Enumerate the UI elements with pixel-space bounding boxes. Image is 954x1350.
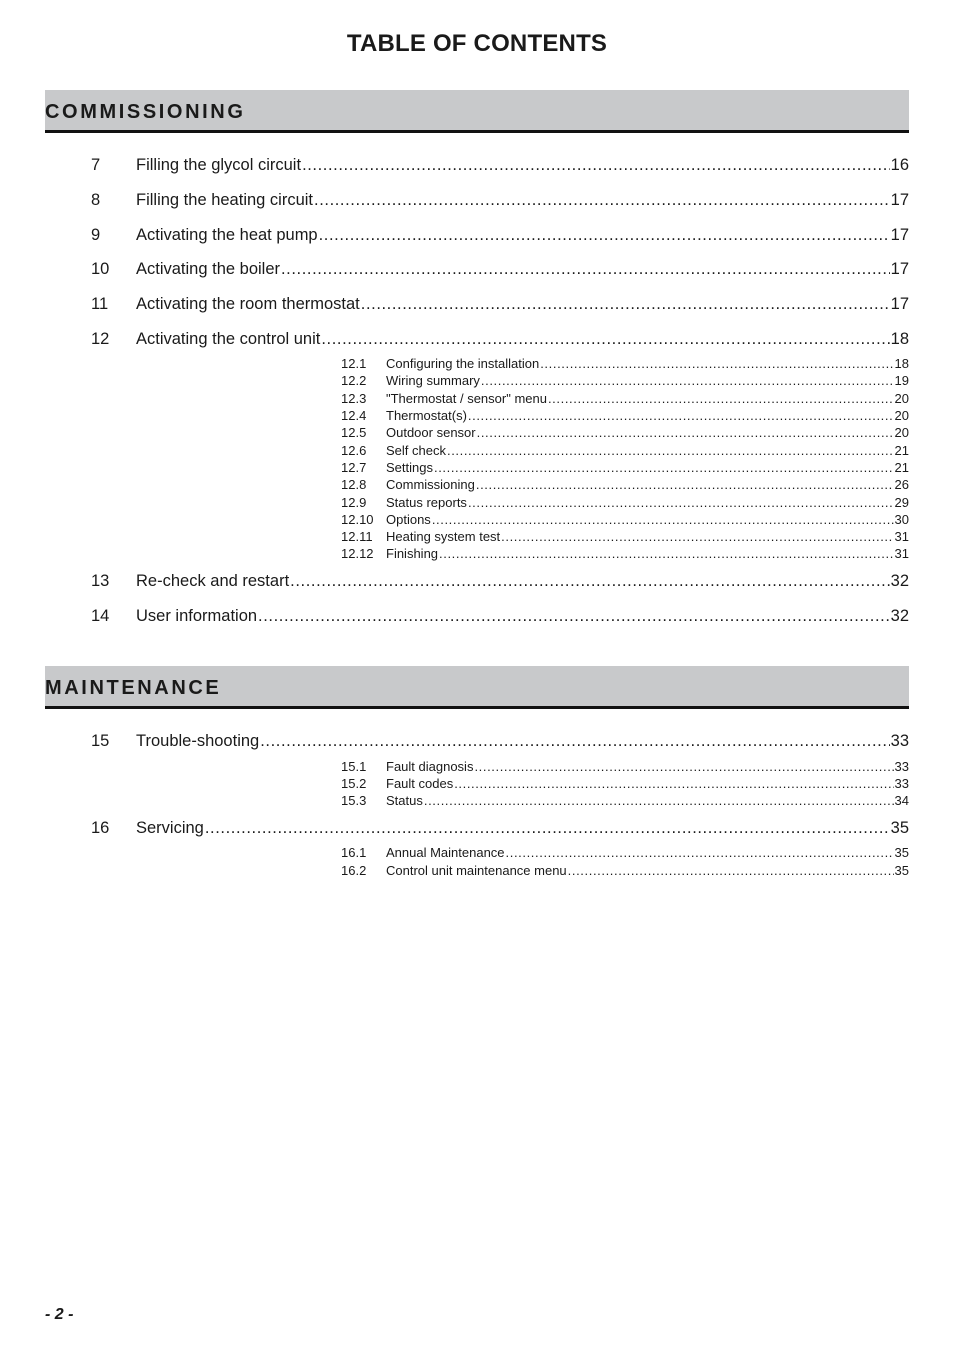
dot-leader: [501, 528, 893, 545]
toc-entry-title: Trouble-shooting: [136, 732, 260, 750]
dot-leader: [476, 476, 894, 493]
toc-subentry[interactable]: [341, 494, 909, 511]
section-heading: MAINTENANCE: [45, 677, 222, 699]
dot-leader: [454, 775, 893, 792]
dot-leader: [424, 792, 894, 809]
toc-subentry-number: 12.11: [341, 529, 373, 544]
toc-subentry-number: 12.2: [341, 373, 367, 388]
toc-entry[interactable]: [91, 605, 909, 627]
dot-leader: [302, 154, 890, 176]
toc-subentry[interactable]: [341, 442, 909, 459]
toc-entry-title: Activating the control unit: [136, 330, 321, 348]
toc-subentry-title: "Thermostat / sensor" menu: [386, 391, 547, 406]
toc-entry[interactable]: [91, 817, 909, 839]
toc-subentry[interactable]: [341, 424, 909, 441]
toc-subentry-title: Settings: [386, 460, 433, 475]
toc-subentry[interactable]: [341, 476, 909, 493]
dot-leader: [474, 758, 893, 775]
dot-leader: [548, 390, 894, 407]
toc-subentry-page: 34: [894, 793, 909, 808]
toc-entry[interactable]: [91, 189, 909, 211]
toc-subentry-number: 12.3: [341, 391, 367, 406]
toc-subentry[interactable]: [341, 390, 909, 407]
toc-entry-number: 13: [91, 572, 110, 590]
toc-subentry[interactable]: [341, 528, 909, 545]
toc-entry-title: Filling the glycol circuit: [136, 156, 302, 174]
toc-subentry-number: 15.2: [341, 776, 367, 791]
dot-leader: [439, 545, 894, 562]
toc-subentry-number: 12.9: [341, 495, 367, 510]
dot-leader: [281, 258, 890, 280]
toc-subentry-number: 15.3: [341, 793, 367, 808]
toc-subentry[interactable]: [341, 862, 909, 879]
toc-subentry-page: 31: [894, 529, 909, 544]
toc-subentry-number: 15.1: [341, 759, 367, 774]
dot-leader: [468, 494, 894, 511]
toc-subentry-number: 12.4: [341, 408, 367, 423]
dot-leader: [260, 730, 889, 752]
toc-subentry-title: Commissioning: [386, 477, 475, 492]
dot-leader: [506, 844, 894, 861]
toc-subentry[interactable]: [341, 511, 909, 528]
toc-entry[interactable]: [91, 224, 909, 246]
toc-subentry-title: Fault diagnosis: [386, 759, 474, 774]
toc-entry-number: 15: [91, 732, 110, 750]
toc-subentry-number: 16.2: [341, 863, 367, 878]
toc-entry-page: 17: [890, 260, 909, 278]
dot-leader: [540, 355, 893, 372]
toc-entry-number: 11: [91, 295, 109, 313]
toc-subentry-page: 21: [894, 460, 909, 475]
toc-entry-page: 32: [890, 572, 909, 590]
dot-leader: [314, 189, 890, 211]
toc-subentry-number: 12.6: [341, 443, 367, 458]
toc-subentry-title: Wiring summary: [386, 373, 480, 388]
toc-entry[interactable]: [91, 730, 909, 752]
toc-subentry-number: 12.12: [341, 546, 374, 561]
dot-leader: [568, 862, 894, 879]
toc-subentry[interactable]: [341, 459, 909, 476]
toc-entry-title: Filling the heating circuit: [136, 191, 314, 209]
toc-entry[interactable]: [91, 570, 909, 592]
toc-subentry[interactable]: [341, 372, 909, 389]
toc-subentry-page: 33: [894, 759, 909, 774]
toc-subentry-page: 31: [894, 546, 909, 561]
toc-subentry-title: Status: [386, 793, 423, 808]
toc-subentry[interactable]: [341, 844, 909, 861]
toc-entry-page: 32: [890, 607, 909, 625]
toc-subentry-page: 30: [894, 512, 909, 527]
toc-entry-number: 7: [91, 156, 101, 174]
toc-entry-number: 12: [91, 330, 110, 348]
toc-subentry[interactable]: [341, 407, 909, 424]
toc-entry-number: 10: [91, 260, 110, 278]
toc-subentry-title: Thermostat(s): [386, 408, 467, 423]
dot-leader: [477, 424, 894, 441]
toc-subentry-number: 12.5: [341, 425, 367, 440]
section-heading: COMMISSIONING: [45, 101, 246, 123]
dot-leader: [432, 511, 894, 528]
toc-subentry-number: 12.7: [341, 460, 367, 475]
toc-subentry-title: Configuring the installation: [386, 356, 540, 371]
toc-subentry[interactable]: [341, 545, 909, 562]
toc-subentry-title: Status reports: [386, 495, 467, 510]
toc-entry[interactable]: [91, 293, 909, 315]
toc-entry[interactable]: [91, 258, 909, 280]
toc-entry-number: 8: [91, 191, 101, 209]
dot-leader: [468, 407, 894, 424]
toc-entry-page: 33: [890, 732, 909, 750]
toc-subentry-title: Control unit maintenance menu: [386, 863, 567, 878]
toc-subentry-number: 12.1: [341, 356, 367, 371]
toc-subentry-number: 16.1: [341, 845, 367, 860]
toc-subentry-page: 19: [894, 373, 909, 388]
toc-subentry-number: 12.8: [341, 477, 367, 492]
toc-subentry-page: 20: [894, 425, 909, 440]
toc-subentry-title: Fault codes: [386, 776, 454, 791]
toc-subentry-page: 18: [894, 356, 909, 371]
toc-entry-title: Activating the room thermostat: [136, 295, 360, 313]
dot-leader: [290, 570, 889, 592]
toc-entry-page: 17: [890, 226, 909, 244]
dot-leader: [258, 605, 890, 627]
toc-subentry-page: 20: [894, 408, 909, 423]
dot-leader: [434, 459, 894, 476]
toc-entry-page: 18: [890, 330, 909, 348]
toc-entry[interactable]: [91, 328, 909, 350]
toc-subentry-page: 21: [894, 443, 909, 458]
toc-entry-title: Re-check and restart: [136, 572, 290, 590]
dot-leader: [319, 224, 890, 246]
toc-entry-title: Activating the boiler: [136, 260, 280, 278]
toc-entry-page: 35: [890, 819, 909, 837]
toc-subentry-page: 20: [894, 391, 909, 406]
toc-entry[interactable]: [91, 154, 909, 176]
dot-leader: [447, 442, 894, 459]
toc-subentry-page: 33: [894, 776, 909, 791]
toc-subentry[interactable]: [341, 758, 909, 775]
toc-entry-page: 17: [890, 191, 909, 209]
footer-page-number: - 2 -: [45, 1306, 74, 1323]
toc-entry-title: Servicing: [136, 819, 204, 837]
dot-leader: [481, 372, 894, 389]
toc-subentry-page: 29: [894, 495, 909, 510]
toc-subentry[interactable]: [341, 775, 909, 792]
section-header-commissioning: [45, 90, 909, 133]
page-title: TABLE OF CONTENTS: [346, 30, 608, 57]
toc-subentry-number: 12.10: [341, 512, 374, 527]
dot-leader: [361, 293, 890, 315]
toc-subentry[interactable]: [341, 792, 909, 809]
toc-subentry-title: Heating system test: [386, 529, 501, 544]
dot-leader: [205, 817, 890, 839]
toc-entry-title: Activating the heat pump: [136, 226, 318, 244]
toc-subentry-title: Outdoor sensor: [386, 425, 476, 440]
toc-subentry-page: 35: [894, 863, 909, 878]
toc-subentry-title: Finishing: [386, 546, 439, 561]
toc-subentry-title: Self check: [386, 443, 446, 458]
toc-entry-title: User information: [136, 607, 258, 625]
toc-entry-number: 14: [91, 607, 110, 625]
toc-subentry[interactable]: [341, 355, 909, 372]
toc-subentry-title: Options: [386, 512, 431, 527]
section-header-maintenance: [45, 666, 909, 709]
toc-subentry-page: 26: [894, 477, 909, 492]
toc-entry-page: 17: [890, 295, 909, 313]
dot-leader: [321, 328, 889, 350]
toc-subentry-title: Annual Maintenance: [386, 845, 505, 860]
toc-entry-page: 16: [890, 156, 909, 174]
toc-entry-number: 9: [91, 226, 101, 244]
toc-subentry-page: 35: [894, 845, 909, 860]
toc-entry-number: 16: [91, 819, 110, 837]
